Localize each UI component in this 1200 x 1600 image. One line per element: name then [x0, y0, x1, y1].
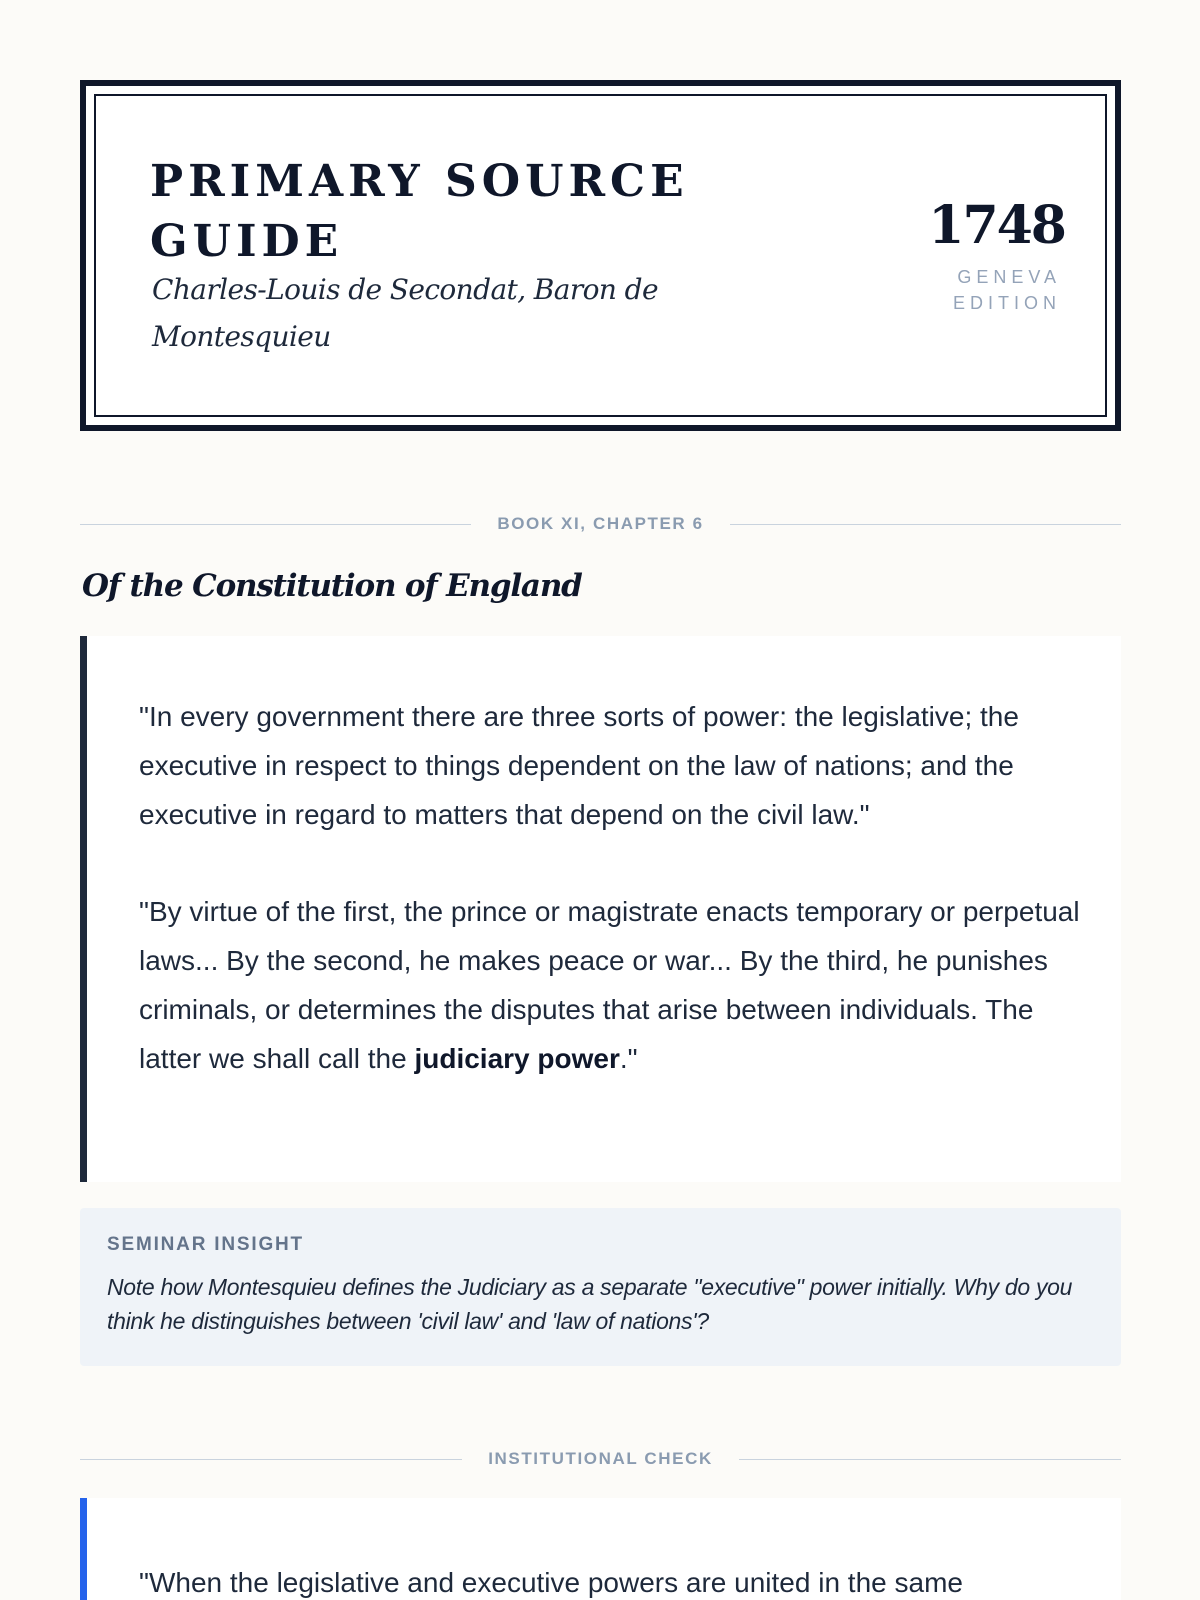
quote-paragraph-2 — [139, 887, 1081, 1083]
quote-paragraph-1: "In every government there are three sorts of power: the legislative; the executive in respect to things dependent on the law of nations; and the executive in regard to matters that depend on the civil law." — [139, 701, 1019, 830]
quote-emphasis: judiciary power — [414, 1043, 620, 1074]
divider-line-right — [739, 1459, 1121, 1460]
quote-text-end: ." — [619, 1043, 638, 1074]
publication-year: 1748 — [928, 195, 1065, 256]
insight-heading: SEMINAR INSIGHT — [107, 1234, 304, 1255]
section-label: INSTITUTIONAL CHECK — [488, 1449, 713, 1468]
quote-text: "By virtue of the first, the prince or magistrate enacts temporary or perpetual laws... By the second, he makes peace or war... By the third, he punishes criminals, or determines the disputes that arise between individuals. The latter we shall call the — [139, 896, 1080, 1074]
author-name: Charles-Louis de Secondat, Baron de Montesquieu — [152, 273, 658, 353]
divider-line-left — [80, 1459, 462, 1460]
section-label: BOOK XI, CHAPTER 6 — [497, 514, 704, 533]
quote-block-institutional — [80, 1498, 1121, 1600]
guide-title: PRIMARY SOURCE GUIDE — [150, 156, 689, 267]
guide-header — [80, 80, 1121, 431]
quote-block — [80, 636, 1121, 1182]
chapter-title: Of the Constitution of England — [82, 568, 582, 604]
section-divider-book-xi — [80, 509, 1121, 539]
edition-label: GENEVA EDITION — [952, 267, 1061, 313]
insight-text: Note how Montesquieu defines the Judiciary as a separate "executive" power initially. Why do you think he distinguishes between 'civil law' and 'law of nations'? — [107, 1274, 1073, 1334]
divider-line-right — [730, 524, 1121, 525]
seminar-insight-box — [80, 1208, 1121, 1366]
quote-paragraph-institutional: "When the legislative and executive powers are united in the same — [139, 1567, 963, 1598]
divider-line-left — [80, 524, 471, 525]
section-divider-institutional-check — [80, 1444, 1121, 1474]
